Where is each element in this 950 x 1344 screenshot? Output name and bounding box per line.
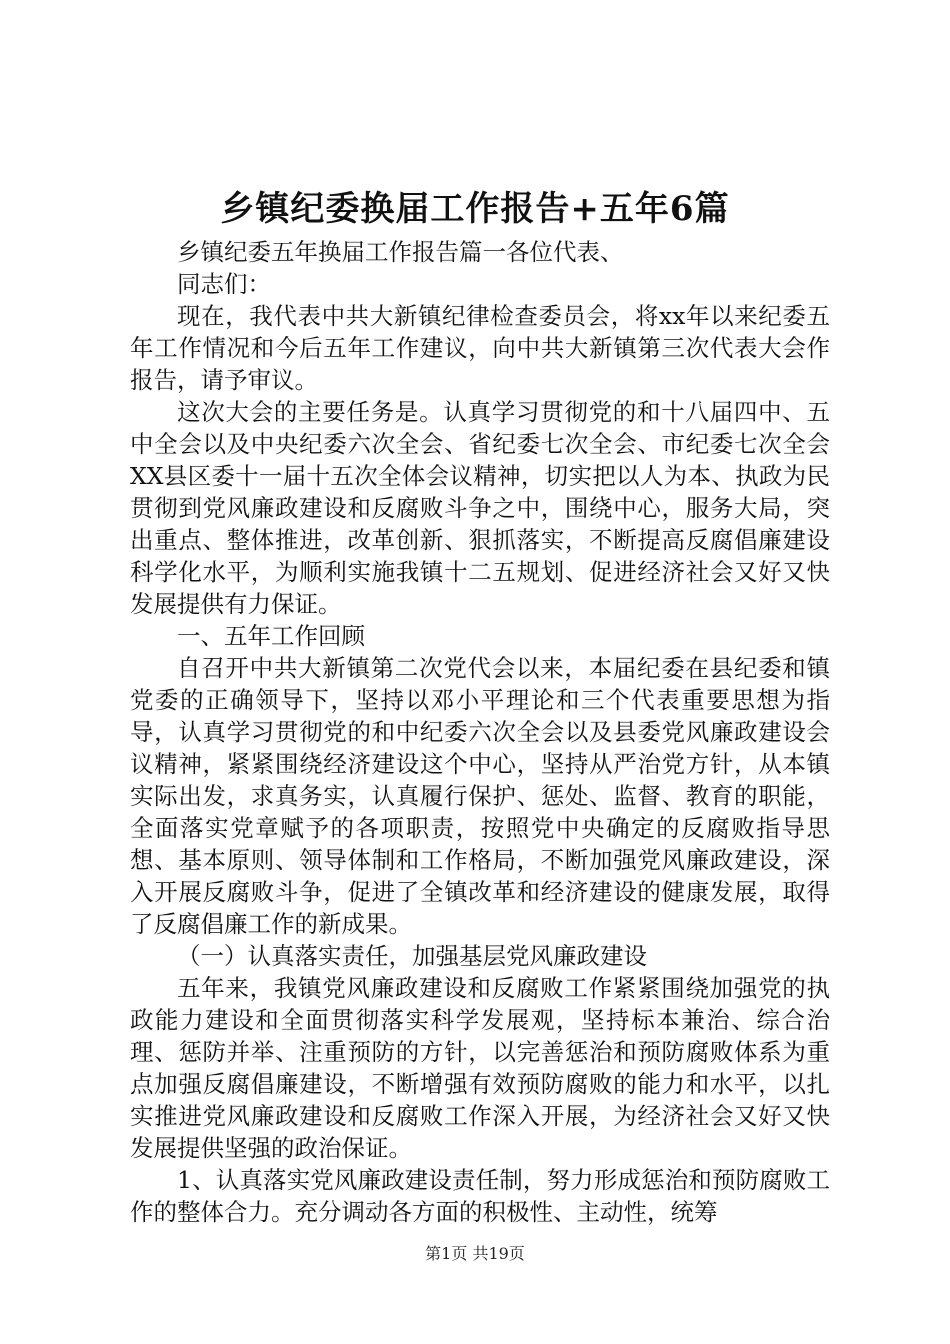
paragraph-salutation: 同志们： — [177, 270, 271, 298]
page-number-footer: 第1页 共19页 — [425, 1244, 525, 1263]
paragraph-item-1: 1、认真落实党风廉政建设责任制，努力形成惩治和预防腐败工作的整体合力。充分调动各方面的积极性、主动性，统筹 — [130, 1166, 830, 1226]
document-body — [130, 236, 830, 1228]
paragraph-five-years: 五年来，我镇党风廉政建设和反腐败工作紧紧围绕加强党的执政能力建设和全面贯彻落实科学发展观，坚持标本兼治、综合治理、惩防并举、注重预防的方针，以完善惩治和预防腐败体系为重点加强反腐倡廉建设，不断增强有效预防腐败的能力和水平，以扎实推进党风廉政建设和反腐败工作深入开展，为经济社会又好又快发展提供坚强的政治保证。 — [130, 974, 830, 1162]
document-title: 乡镇纪委换届工作报告+五年6篇 — [220, 189, 730, 229]
section-heading-review: 一、五年工作回顾 — [177, 622, 365, 650]
paragraph-main-task: 这次大会的主要任务是。认真学习贯彻党的和十八届四中、五中全会以及中央纪委六次全会、省纪委七次全会、市纪委七次全会XX县区委十一届十五次全体会议精神，切实把以人为本、执政为民贯彻到党风廉政建设和反腐败斗争之中，围绕中心，服务大局，突出重点、整体推进，改革创新、狠抓落实，不断提高反腐倡廉建设科学化水平，为顺利实施我镇十二五规划、促进经济社会又好又快发展提供有力保证。 — [130, 398, 830, 618]
paragraph-review: 自召开中共大新镇第二次党代会以来，本届纪委在县纪委和镇党委的正确领导下，坚持以邓小平理论和三个代表重要思想为指导，认真学习贯彻党的和中纪委六次全会以及县委党风廉政建设会议精神，紧紧围绕经济建设这个中心，坚持从严治党方针，从本镇实际出发，求真务实，认真履行保护、惩处、监督、教育的职能，全面落实党章赋予的各项职责，按照党中央确定的反腐败指导思想、基本原则、领导体制和工作格局，不断加强党风廉政建设，深入开展反腐败斗争，促进了全镇改革和经济建设的健康发展，取得了反腐倡廉工作的新成果。 — [130, 654, 830, 938]
paragraph-greeting: 乡镇纪委五年换届工作报告篇一各位代表、 — [177, 238, 624, 266]
paragraph-intro: 现在，我代表中共大新镇纪律检查委员会，将xx年以来纪委五年工作情况和今后五年工作建议，向中共大新镇第三次代表大会作报告，请予审议。 — [130, 302, 830, 394]
subsection-heading-responsibility: （一）认真落实责任，加强基层党风廉政建设 — [177, 942, 647, 970]
